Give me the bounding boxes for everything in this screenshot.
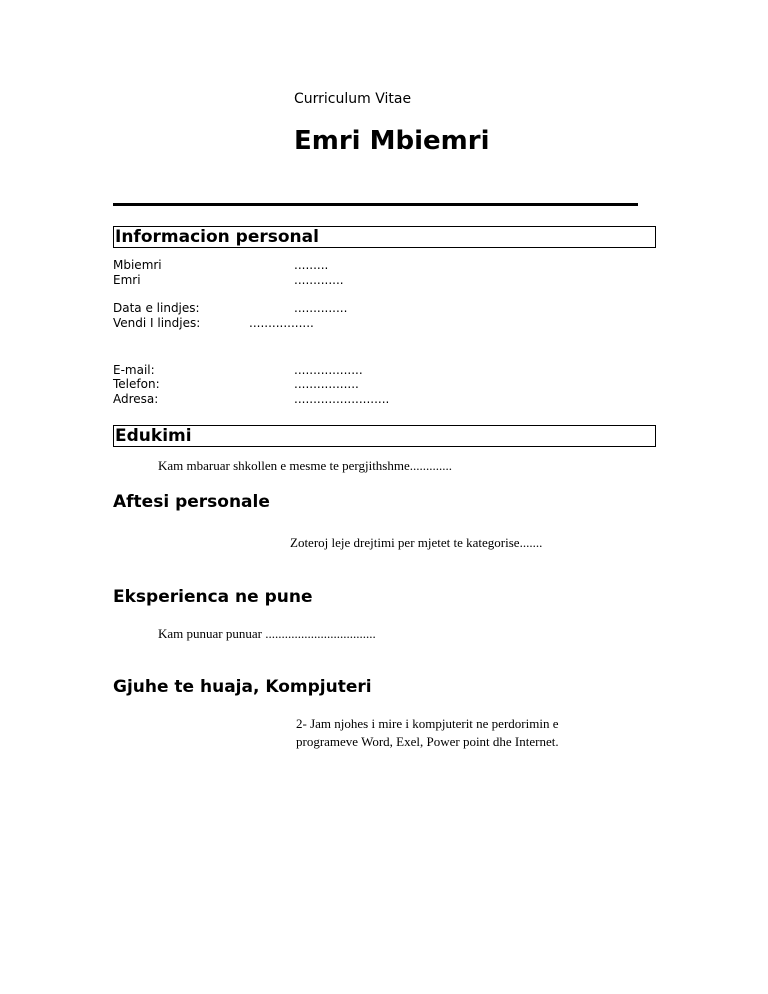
cv-label: Curriculum Vitae	[294, 91, 412, 107]
section-education-title: Edukimi	[113, 425, 656, 447]
education-text: Kam mbaruar shkollen e mesme te pergjithshme.............	[158, 458, 452, 473]
section-skills-title: Aftesi personale	[113, 492, 270, 512]
field-label-surname: Mbiemri	[113, 258, 162, 272]
experience-text: Kam punuar punuar ..................................	[158, 626, 376, 641]
field-label-email: E-mail:	[113, 363, 155, 377]
header-divider	[113, 203, 638, 206]
languages-text-line1: 2- Jam njohes i mire i kompjuterit ne perdorimin e	[296, 716, 559, 731]
section-personal-title: Informacion personal	[113, 226, 656, 248]
field-value-name: .............	[294, 273, 344, 287]
section-experience-title: Eksperienca ne pune	[113, 587, 313, 607]
field-label-phone: Telefon:	[113, 377, 160, 391]
field-label-birthplace: Vendi I lindjes:	[113, 316, 201, 330]
languages-text-line2: programeve Word, Exel, Power point dhe Internet.	[296, 734, 559, 749]
skills-text: Zoteroj leje drejtimi per mjetet te kategorise.......	[290, 535, 543, 550]
field-value-email: ..................	[294, 363, 363, 377]
field-value-birthdate: ..............	[294, 301, 348, 315]
field-value-birthplace: .................	[249, 316, 314, 330]
field-label-birthdate: Data e lindjes:	[113, 301, 200, 315]
field-value-phone: .................	[294, 377, 359, 391]
person-name: Emri Mbiemri	[294, 126, 490, 156]
field-label-address: Adresa:	[113, 392, 159, 406]
field-value-address: .........................	[294, 392, 390, 406]
section-languages-title: Gjuhe te huaja, Kompjuteri	[113, 677, 372, 697]
field-label-name: Emri	[113, 273, 141, 287]
field-value-surname: .........	[294, 258, 329, 272]
